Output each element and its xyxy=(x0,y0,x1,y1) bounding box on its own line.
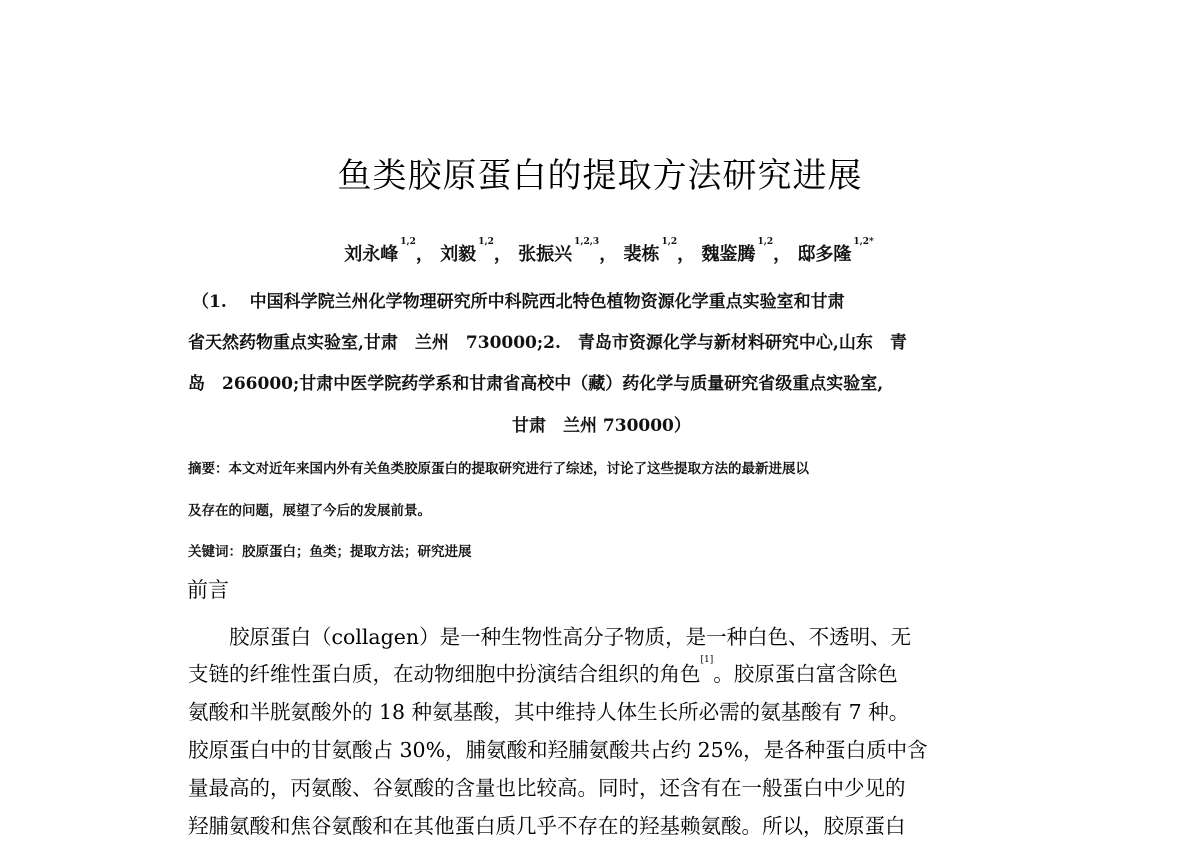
author-affiliation-mark: 1,2 xyxy=(757,237,774,247)
affiliation-line: （1. 中国科学院兰州化学物理研究所中科院西北特色植物资源化学重点实验室和甘肃 xyxy=(192,292,845,312)
body-text-segment: 羟脯氨酸和焦谷氨酸和在其他蛋白质几乎不存在的羟基赖氨酸。所以，胶原蛋白 xyxy=(188,814,906,838)
body-text-segment: 胶原蛋白（collagen）是一种生物性高分子物质，是一种白色、不透明、无 xyxy=(188,625,912,649)
affiliation-line: 省天然药物重点实验室,甘肃 兰州 730000;2. 青岛市资源化学与新材料研究中心,山东 青 xyxy=(188,333,907,353)
author-list xyxy=(0,237,1200,266)
affiliation-line: 岛 266000;甘肃中医学院药学系和甘肃省高校中（藏）药化学与质量研究省级重点实验室, xyxy=(188,374,884,394)
body-text-segment: 氨酸和半胱氨酸外的 18 种氨基酸，其中维持人体生长所必需的氨基酸有 7 种。 xyxy=(188,700,910,724)
section-heading: 前言 xyxy=(187,578,229,602)
author-name: 张振兴 xyxy=(518,244,573,265)
author-name: 魏鉴腾 xyxy=(701,244,756,265)
keywords-line: 关键词：胶原蛋白；鱼类；提取方法；研究进展 xyxy=(188,544,472,560)
body-text-segment: 量最高的，丙氨酸、谷氨酸的含量也比较高。同时，还含有在一般蛋白中少见的 xyxy=(188,776,906,800)
author-name: 邸多隆 xyxy=(797,244,852,265)
author-separator: ， xyxy=(415,244,434,265)
author-separator: ， xyxy=(493,244,512,265)
author-name: 裴栋 xyxy=(623,244,660,265)
author-separator: ， xyxy=(773,244,792,265)
body-text-line xyxy=(188,733,928,763)
abstract-line: 摘要：本文对近年来国内外有关鱼类胶原蛋白的提取研究进行了综述，讨论了这些提取方法的最新进展以 xyxy=(188,461,809,477)
body-text-line xyxy=(188,620,911,650)
body-text-segment: 支链的纤维性蛋白质，在动物细胞中扮演结合组织的角色 xyxy=(188,662,701,686)
body-text-line xyxy=(188,657,898,687)
body-text-line xyxy=(188,809,906,839)
paper-title: 鱼类胶原蛋白的提取方法研究进展 xyxy=(337,156,863,196)
author-separator: ， xyxy=(677,244,696,265)
author-affiliation-mark: 1,2* xyxy=(853,237,874,247)
author-affiliation-mark: 1,2 xyxy=(400,237,416,247)
body-text-line xyxy=(188,695,909,725)
body-text-segment: 。胶原蛋白富含除色 xyxy=(713,662,898,686)
body-text-segment: 胶原蛋白中的甘氨酸占 30%，脯氨酸和羟脯氨酸共占约 25%，是各种蛋白质中含 xyxy=(188,738,928,762)
author-affiliation-mark: 1,2 xyxy=(661,237,678,247)
body-text-line xyxy=(188,771,906,801)
citation-mark: [1] xyxy=(700,655,714,665)
author-affiliation-mark: 1,2 xyxy=(478,237,494,247)
author-name: 刘永峰 xyxy=(344,244,399,265)
author-name: 刘毅 xyxy=(440,244,477,265)
affiliation-line: 甘肃 兰州 730000） xyxy=(512,416,691,436)
abstract-line: 及存在的问题，展望了今后的发展前景。 xyxy=(188,503,431,519)
author-affiliation-mark: 1,2,3 xyxy=(574,237,600,247)
author-separator: ， xyxy=(599,244,618,265)
